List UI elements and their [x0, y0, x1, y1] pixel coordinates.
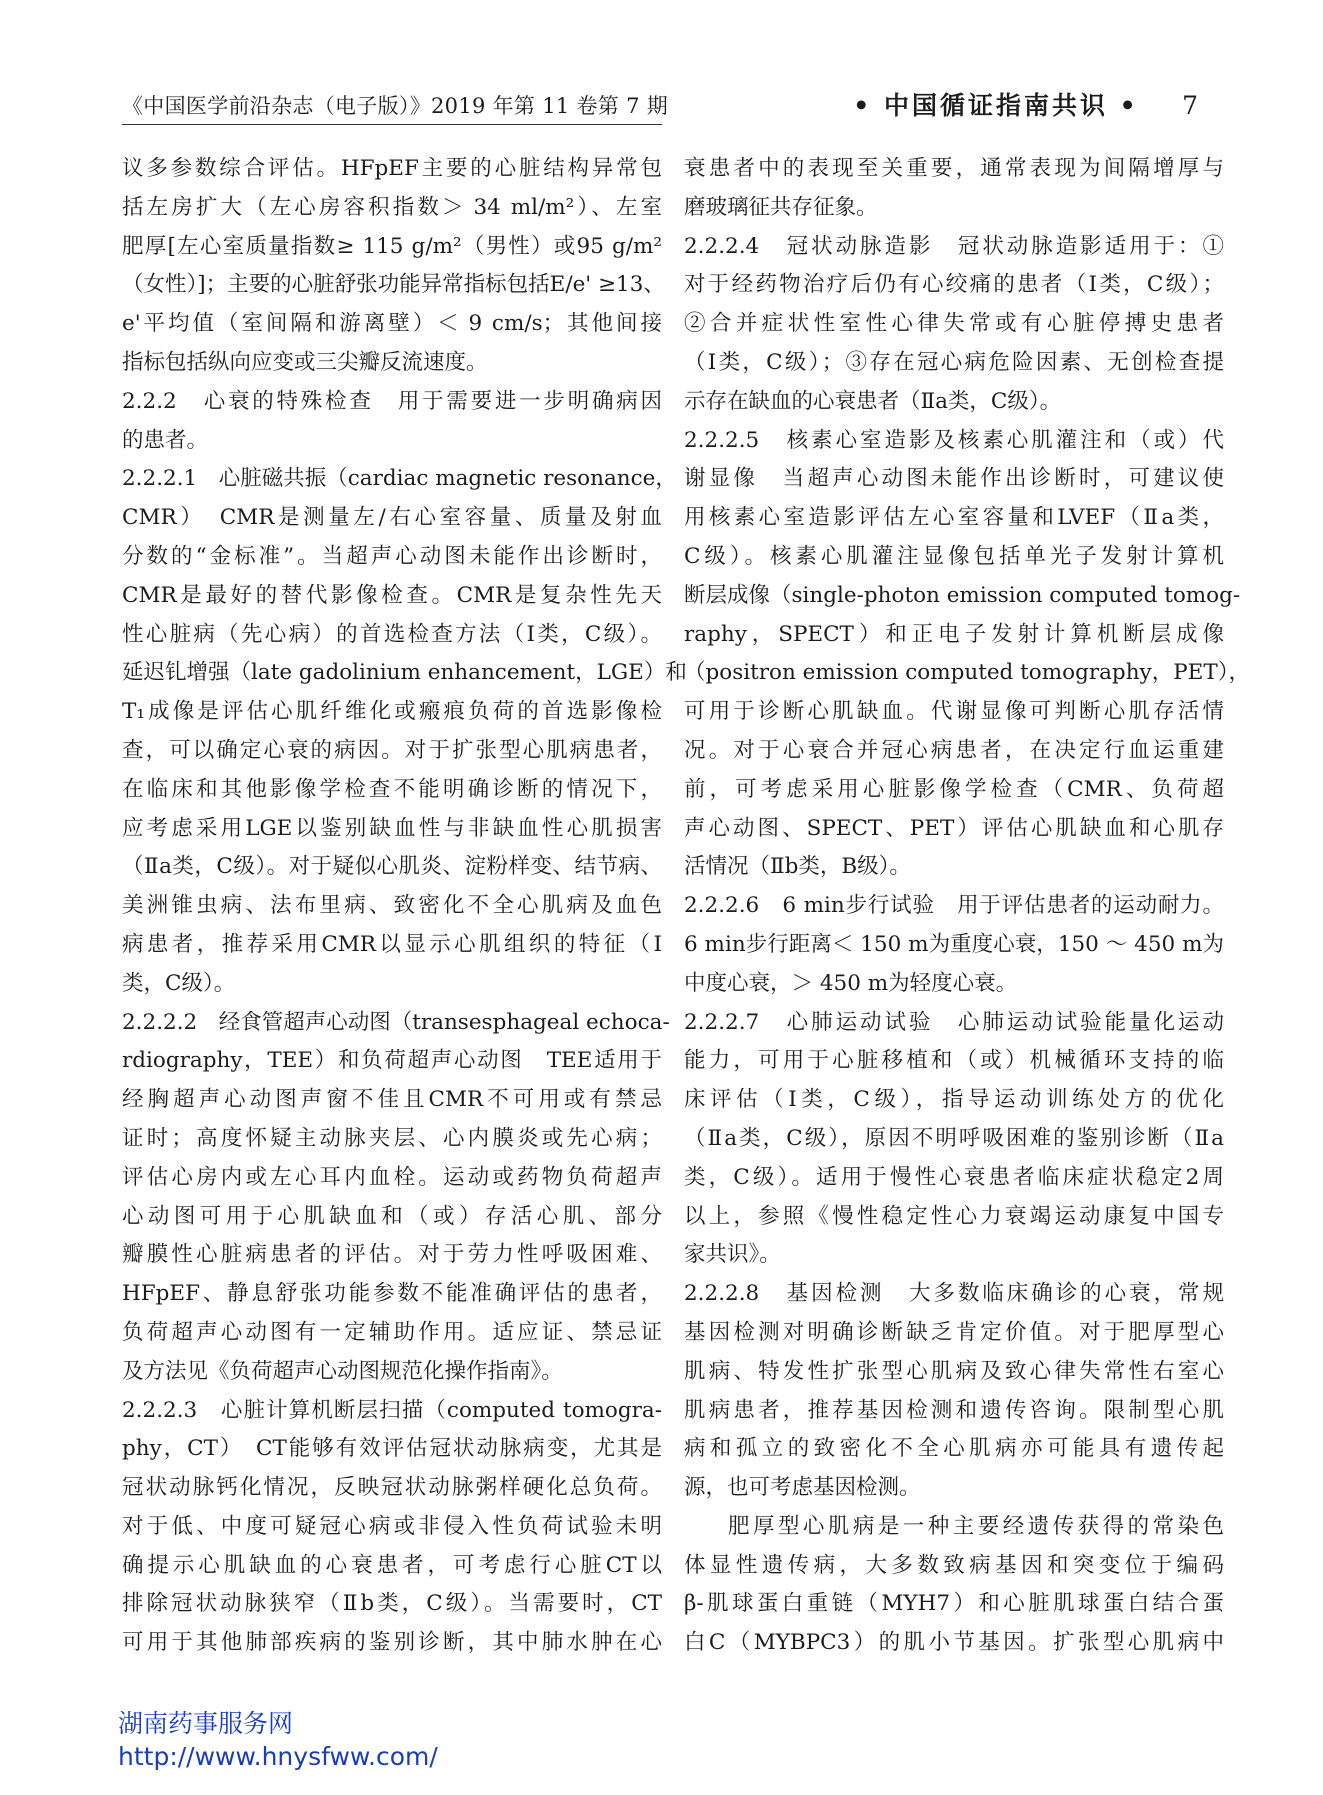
- text-line: 瓣膜性心脏病患者的评估。对于劳力性呼吸困难、: [122, 1242, 662, 1268]
- text-line: 类，C级）。适用于慢性心衰患者临床症状稳定2周: [684, 1164, 1224, 1190]
- left-column: [122, 150, 687, 1663]
- text-line: （Ⅱa类，C级），原因不明呼吸困难的鉴别诊断（Ⅱa: [684, 1125, 1224, 1151]
- text-line: 可用于其他肺部疾病的鉴别诊断，其中肺水肿在心: [122, 1630, 662, 1656]
- text-line: （Ⅱa类，C级）。对于疑似心肌炎、淀粉样变、结节病、: [122, 854, 662, 880]
- text-line: 肥厚型心肌病是一种主要经遗传获得的常染色: [728, 1513, 1224, 1539]
- text-line: 负荷超声心动图有一定辅助作用。适应证、禁忌证: [122, 1319, 662, 1345]
- text-line: 2.2.2.6 6 min步行试验 用于评估患者的运动耐力。: [684, 893, 1224, 919]
- text-line: 6 min步行距离＜ 150 m为重度心衰，150 ～ 450 m为: [684, 931, 1224, 957]
- text-line: 查，可以确定心衰的病因。对于扩张型心肌病患者，: [122, 737, 662, 763]
- text-line: 家共识》。: [684, 1242, 781, 1268]
- text-line: 分数的“金标准”。当超声心动图未能作出诊断时，: [122, 543, 662, 569]
- text-line: 基因检测对明确诊断缺乏肯定价值。对于肥厚型心: [684, 1319, 1224, 1345]
- text-line: 源，也可考虑基因检测。: [684, 1475, 921, 1501]
- text-line: 2.2.2.2 经食管超声心动图（transesphageal echoca-: [122, 1009, 670, 1035]
- text-line: 对于经药物治疗后仍有心绞痛的患者（Ⅰ类，C级）；: [684, 272, 1224, 298]
- text-line: CMR是最好的替代影像检查。CMR是复杂性先天: [122, 582, 662, 608]
- text-line: phy，CT） CT能够有效评估冠状动脉病变，尤其是: [122, 1436, 662, 1462]
- text-line: 应考虑采用LGE以鉴别缺血性与非缺血性心肌损害: [122, 815, 662, 841]
- text-line: 2.2.2 心衰的特殊检查 用于需要进一步明确病因: [122, 388, 662, 414]
- text-line: 及方法见《负荷超声心动图规范化操作指南》。: [122, 1358, 563, 1384]
- text-line: 确提示心肌缺血的心衰患者，可考虑行心脏CT以: [122, 1552, 662, 1578]
- text-line: 肌病、特发性扩张型心肌病及致心律失常性右室心: [684, 1358, 1224, 1384]
- text-line: 衰患者中的表现至关重要，通常表现为间隔增厚与: [684, 156, 1224, 181]
- journal-header: 《中国医学前沿杂志（电子版）》2019 年第 11 卷第 7 期: [122, 94, 669, 118]
- text-line: 2.2.2.7 心肺运动试验 心肺运动试验能量化运动: [684, 1009, 1224, 1035]
- text-line: 谢显像 当超声心动图未能作出诊断时，可建议使: [684, 466, 1224, 492]
- text-line: raphy，SPECT）和正电子发射计算机断层成像: [684, 621, 1224, 647]
- text-line: 心动图可用于心肌缺血和（或）存活心肌、部分: [122, 1203, 662, 1229]
- text-line: 性心脏病（先心病）的首选检查方法（Ⅰ类，C级）。: [122, 621, 662, 647]
- text-line: 对于低、中度可疑冠心病或非侵入性负荷试验未明: [122, 1513, 662, 1539]
- text-line: 在临床和其他影像学检查不能明确诊断的情况下，: [122, 776, 662, 802]
- text-line: 美洲锥虫病、法布里病、致密化不全心肌病及血色: [122, 893, 662, 919]
- section-header: [853, 86, 1201, 122]
- text-line: 括左房扩大（左心房容积指数＞ 34 ml/m²）、左室: [122, 194, 662, 220]
- text-line: 况。对于心衰合并冠心病患者，在决定行血运重建: [684, 737, 1224, 763]
- text-line: 延迟钆增强（late gadolinium enhancement，LGE）和: [122, 660, 687, 686]
- text-line: 床评估（Ⅰ类，C级），指导运动训练处方的优化: [684, 1087, 1224, 1113]
- text-line: T₁成像是评估心肌纤维化或瘢痕负荷的首选影像检: [122, 699, 662, 725]
- text-line: 示存在缺血的心衰患者（Ⅱa类，C级）。: [684, 388, 1062, 414]
- text-line: 的患者。: [122, 427, 209, 453]
- right-column: [684, 150, 1250, 1663]
- text-line: 证时；高度怀疑主动脉夹层、心内膜炎或先心病；: [122, 1125, 662, 1151]
- text-line: 体显性遗传病，大多数致病基因和突变位于编码: [684, 1552, 1224, 1578]
- text-line: 病患者，推荐采用CMR以显示心肌组织的特征（Ⅰ: [122, 931, 662, 957]
- text-line: 经胸超声心动图声窗不佳且CMR不可用或有禁忌: [122, 1087, 662, 1113]
- footer-site-link[interactable]: http://www.hnysfww.com/: [118, 1742, 438, 1771]
- text-line: 以上，参照《慢性稳定性心力衰竭运动康复中国专: [684, 1203, 1224, 1229]
- text-line: CMR） CMR是测量左/右心室容量、质量及射血: [122, 505, 662, 531]
- text-line: β-肌球蛋白重链（MYH7）和心脏肌球蛋白结合蛋: [684, 1591, 1224, 1617]
- header-rule: [122, 124, 662, 125]
- text-line: 活情况（Ⅱb类，B级）。: [684, 854, 911, 880]
- text-line: 2.2.2.4 冠状动脉造影 冠状动脉造影适用于：①: [684, 233, 1224, 259]
- text-line: 断层成像（single-photon emission computed tomog-: [684, 582, 1241, 608]
- text-line: 前，可考虑采用心脏影像学检查（CMR、负荷超: [684, 776, 1224, 802]
- text-line: 议多参数综合评估。HFpEF主要的心脏结构异常包: [122, 156, 662, 181]
- text-line: 白C（MYBPC3）的肌小节基因。扩张型心肌病中: [684, 1630, 1224, 1656]
- text-line: 冠状动脉钙化情况，反映冠状动脉粥样硬化总负荷。: [122, 1475, 662, 1501]
- text-line: 磨玻璃征共存征象。: [684, 194, 878, 220]
- text-line: C级）。核素心肌灌注显像包括单光子发射计算机: [684, 543, 1224, 569]
- text-line: 2.2.2.1 心脏磁共振（cardiac magnetic resonance，: [122, 466, 677, 492]
- text-line: 可用于诊断心肌缺血。代谢显像可判断心肌存活情: [684, 699, 1224, 725]
- text-line: ②合并症状性室性心律失常或有心脏停搏史患者: [684, 311, 1224, 337]
- text-line: 声心动图、SPECT、PET）评估心肌缺血和心肌存: [684, 815, 1224, 841]
- text-line: 2.2.2.3 心脏计算机断层扫描（computed tomogra-: [122, 1397, 662, 1423]
- text-line: （Ⅰ类，C级）；③存在冠心病危险因素、无创检查提: [684, 349, 1224, 375]
- text-line: 肌病患者，推荐基因检测和遗传咨询。限制型心肌: [684, 1397, 1224, 1423]
- text-line: 2.2.2.5 核素心室造影及核素心肌灌注和（或）代: [684, 427, 1224, 453]
- text-line: HFpEF、静息舒张功能参数不能准确评估的患者，: [122, 1281, 662, 1307]
- text-line: 肥厚[左心室质量指数≥ 115 g/m²（男性）或95 g/m²: [122, 233, 662, 259]
- section-title: • 中国循证指南共识 •: [853, 91, 1139, 120]
- text-line: 能力，可用于心脏移植和（或）机械循环支持的临: [684, 1048, 1224, 1074]
- footer-site-name: 湖南药事服务网: [118, 1709, 294, 1738]
- page-number: 7: [1182, 91, 1201, 120]
- text-line: （positron emission computed tomography，PET），: [684, 660, 1250, 686]
- text-line: e'平均值（室间隔和游离壁）＜ 9 cm/s；其他间接: [122, 311, 662, 337]
- text-line: rdiography，TEE）和负荷超声心动图 TEE适用于: [122, 1048, 662, 1074]
- text-line: 指标包括纵向应变或三尖瓣反流速度。: [122, 349, 488, 375]
- text-line: 中度心衰，＞ 450 m为轻度心衰。: [684, 970, 1018, 996]
- text-line: 2.2.2.8 基因检测 大多数临床确诊的心衰，常规: [684, 1281, 1224, 1307]
- text-line: （女性）]；主要的心脏舒张功能异常指标包括E/e' ≥13、: [122, 272, 665, 298]
- text-line: 类，C级）。: [122, 970, 236, 996]
- text-line: 排除冠状动脉狭窄（Ⅱb类，C级）。当需要时，CT: [122, 1591, 662, 1617]
- text-line: 用核素心室造影评估左心室容量和LVEF（Ⅱa类，: [684, 505, 1224, 531]
- text-line: 病和孤立的致密化不全心肌病亦可能具有遗传起: [684, 1436, 1224, 1462]
- text-line: 评估心房内或左心耳内血栓。运动或药物负荷超声: [122, 1164, 662, 1190]
